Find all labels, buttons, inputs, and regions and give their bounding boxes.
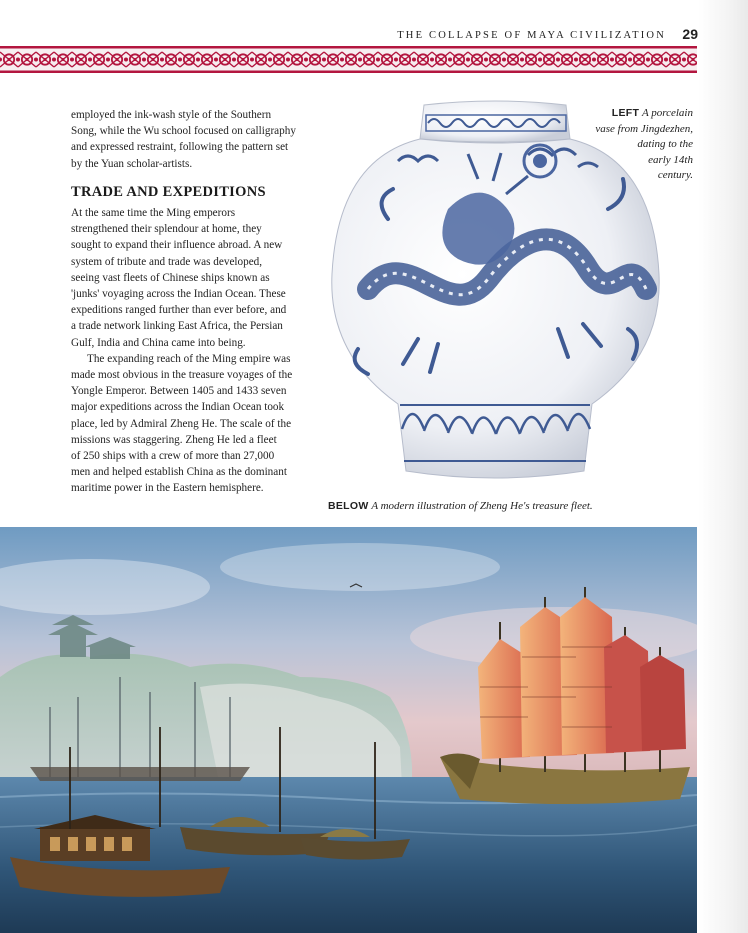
running-head: THE COLLAPSE OF MAYA CIVILIZATION — [397, 30, 666, 41]
paragraph-trade: At the same time the Ming emperors strengthened their splendour at home, they sought to expand their influence abroad. A new system of tribute and trade was developed, seeing vast fleets of Chinese ships known as 'junks' voyaging across the Indian Ocean. These expeditions ranged further than ever before, and a trade network linking East Africa, the Persian Gulf, India and China came into being. — [71, 207, 287, 349]
vase-caption: LEFT A porcelain vase from Jingdezhen, dating to the early 14th century. — [595, 107, 693, 181]
page-number: 29 — [682, 26, 698, 42]
section-heading: TRADE AND EXPEDITIONS — [71, 184, 266, 200]
painting-caption: BELOW A modern illustration of Zheng He's treasure fleet. — [328, 500, 593, 512]
page-edge-shadow — [698, 0, 748, 933]
intro-paragraph: employed the ink-wash style of the Southern Song, while the Wu school focused on calligraphy and expressed restraint, following the pattern set by the Yuan scholar-artists. — [71, 109, 296, 170]
paragraph-voyages: The expanding reach of the Ming empire was made most obvious in the treasure voyages of the Yongle Emperor. Between 1405 and 1433 seven major expeditions across the Indian Ocean took place, led by Admiral Zheng He. The scale of the missions was staggering. Zheng He led a fleet of 250 ships with a crew of more than 27,000 men and helped establish China as the dominant maritime power in the Eastern hemisphere. — [71, 352, 293, 495]
treasure-fleet-painting — [0, 527, 697, 933]
decorative-band — [0, 46, 697, 73]
body-text — [71, 205, 311, 497]
